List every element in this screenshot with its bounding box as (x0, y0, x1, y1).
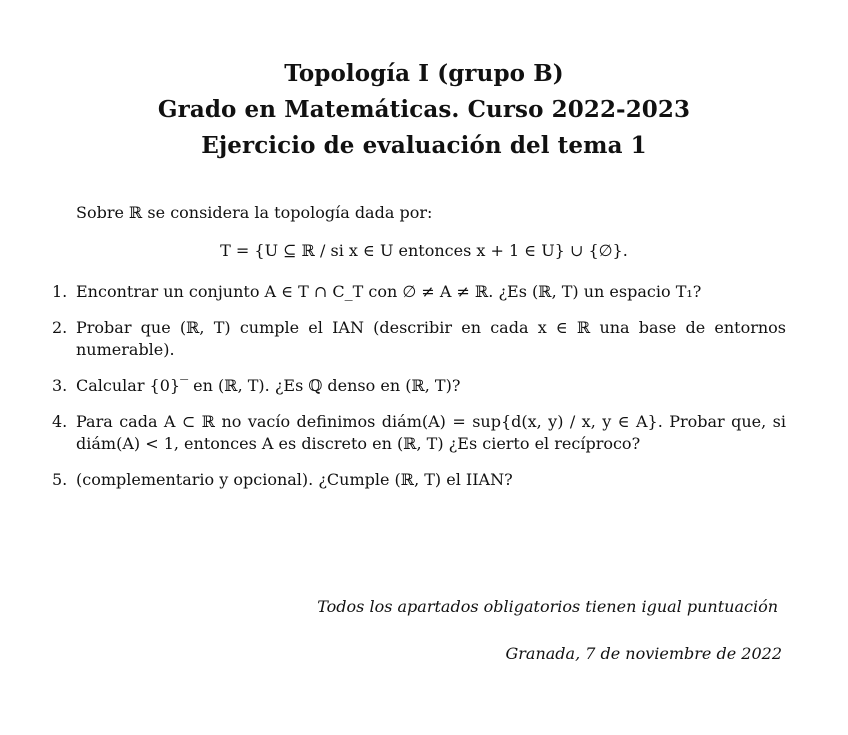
exercise-item (52, 469, 786, 491)
exercise-number: 2. (52, 318, 68, 337)
exercise-number: 5. (52, 470, 68, 489)
exercise-item (52, 317, 786, 361)
exercise-text: Calcular {0}‾ en (ℝ, T). ¿Es ℚ denso en (ℝ, T)? (76, 376, 461, 395)
exercise-item (52, 375, 786, 397)
course-title: Topología I (grupo B) (284, 60, 564, 87)
grading-note: Todos los apartados obligatorios tienen igual puntuación (317, 597, 778, 616)
exercise-number: 1. (52, 282, 68, 301)
exercise-number: 4. (52, 412, 68, 431)
exercise-item (52, 281, 786, 303)
intro-text: Sobre ℝ se considera la topología dada por: (76, 203, 433, 222)
exercise-list (52, 281, 786, 505)
place-date: Granada, 7 de noviembre de 2022 (505, 644, 782, 663)
exercise-title: Ejercicio de evaluación del tema 1 (201, 132, 647, 159)
exercise-text: Para cada A ⊂ ℝ no vacío definimos diám(A) = sup{d(x, y) / x, y ∈ A}. Probar que, si diám(A) < 1, entonces A es discreto en (ℝ, T) ¿Es cierto el recíproco? (76, 412, 786, 453)
title-block (0, 56, 848, 164)
topology-definition: T = {U ⊆ ℝ / si x ∈ U entonces x + 1 ∈ U} ∪ {∅}. (220, 241, 628, 260)
exercise-text: Encontrar un conjunto A ∈ T ∩ C_T con ∅ ≠ A ≠ ℝ. ¿Es (ℝ, T) un espacio T₁? (76, 282, 702, 301)
exercise-text: Probar que (ℝ, T) cumple el IAN (describir en cada x ∈ ℝ una base de entornos numerable). (76, 318, 786, 359)
degree-year: Grado en Matemáticas. Curso 2022-2023 (157, 96, 691, 123)
exercise-number: 3. (52, 376, 68, 395)
exercise-item (52, 411, 786, 455)
exercise-text: (complementario y opcional). ¿Cumple (ℝ, T) el IIAN? (76, 470, 513, 489)
